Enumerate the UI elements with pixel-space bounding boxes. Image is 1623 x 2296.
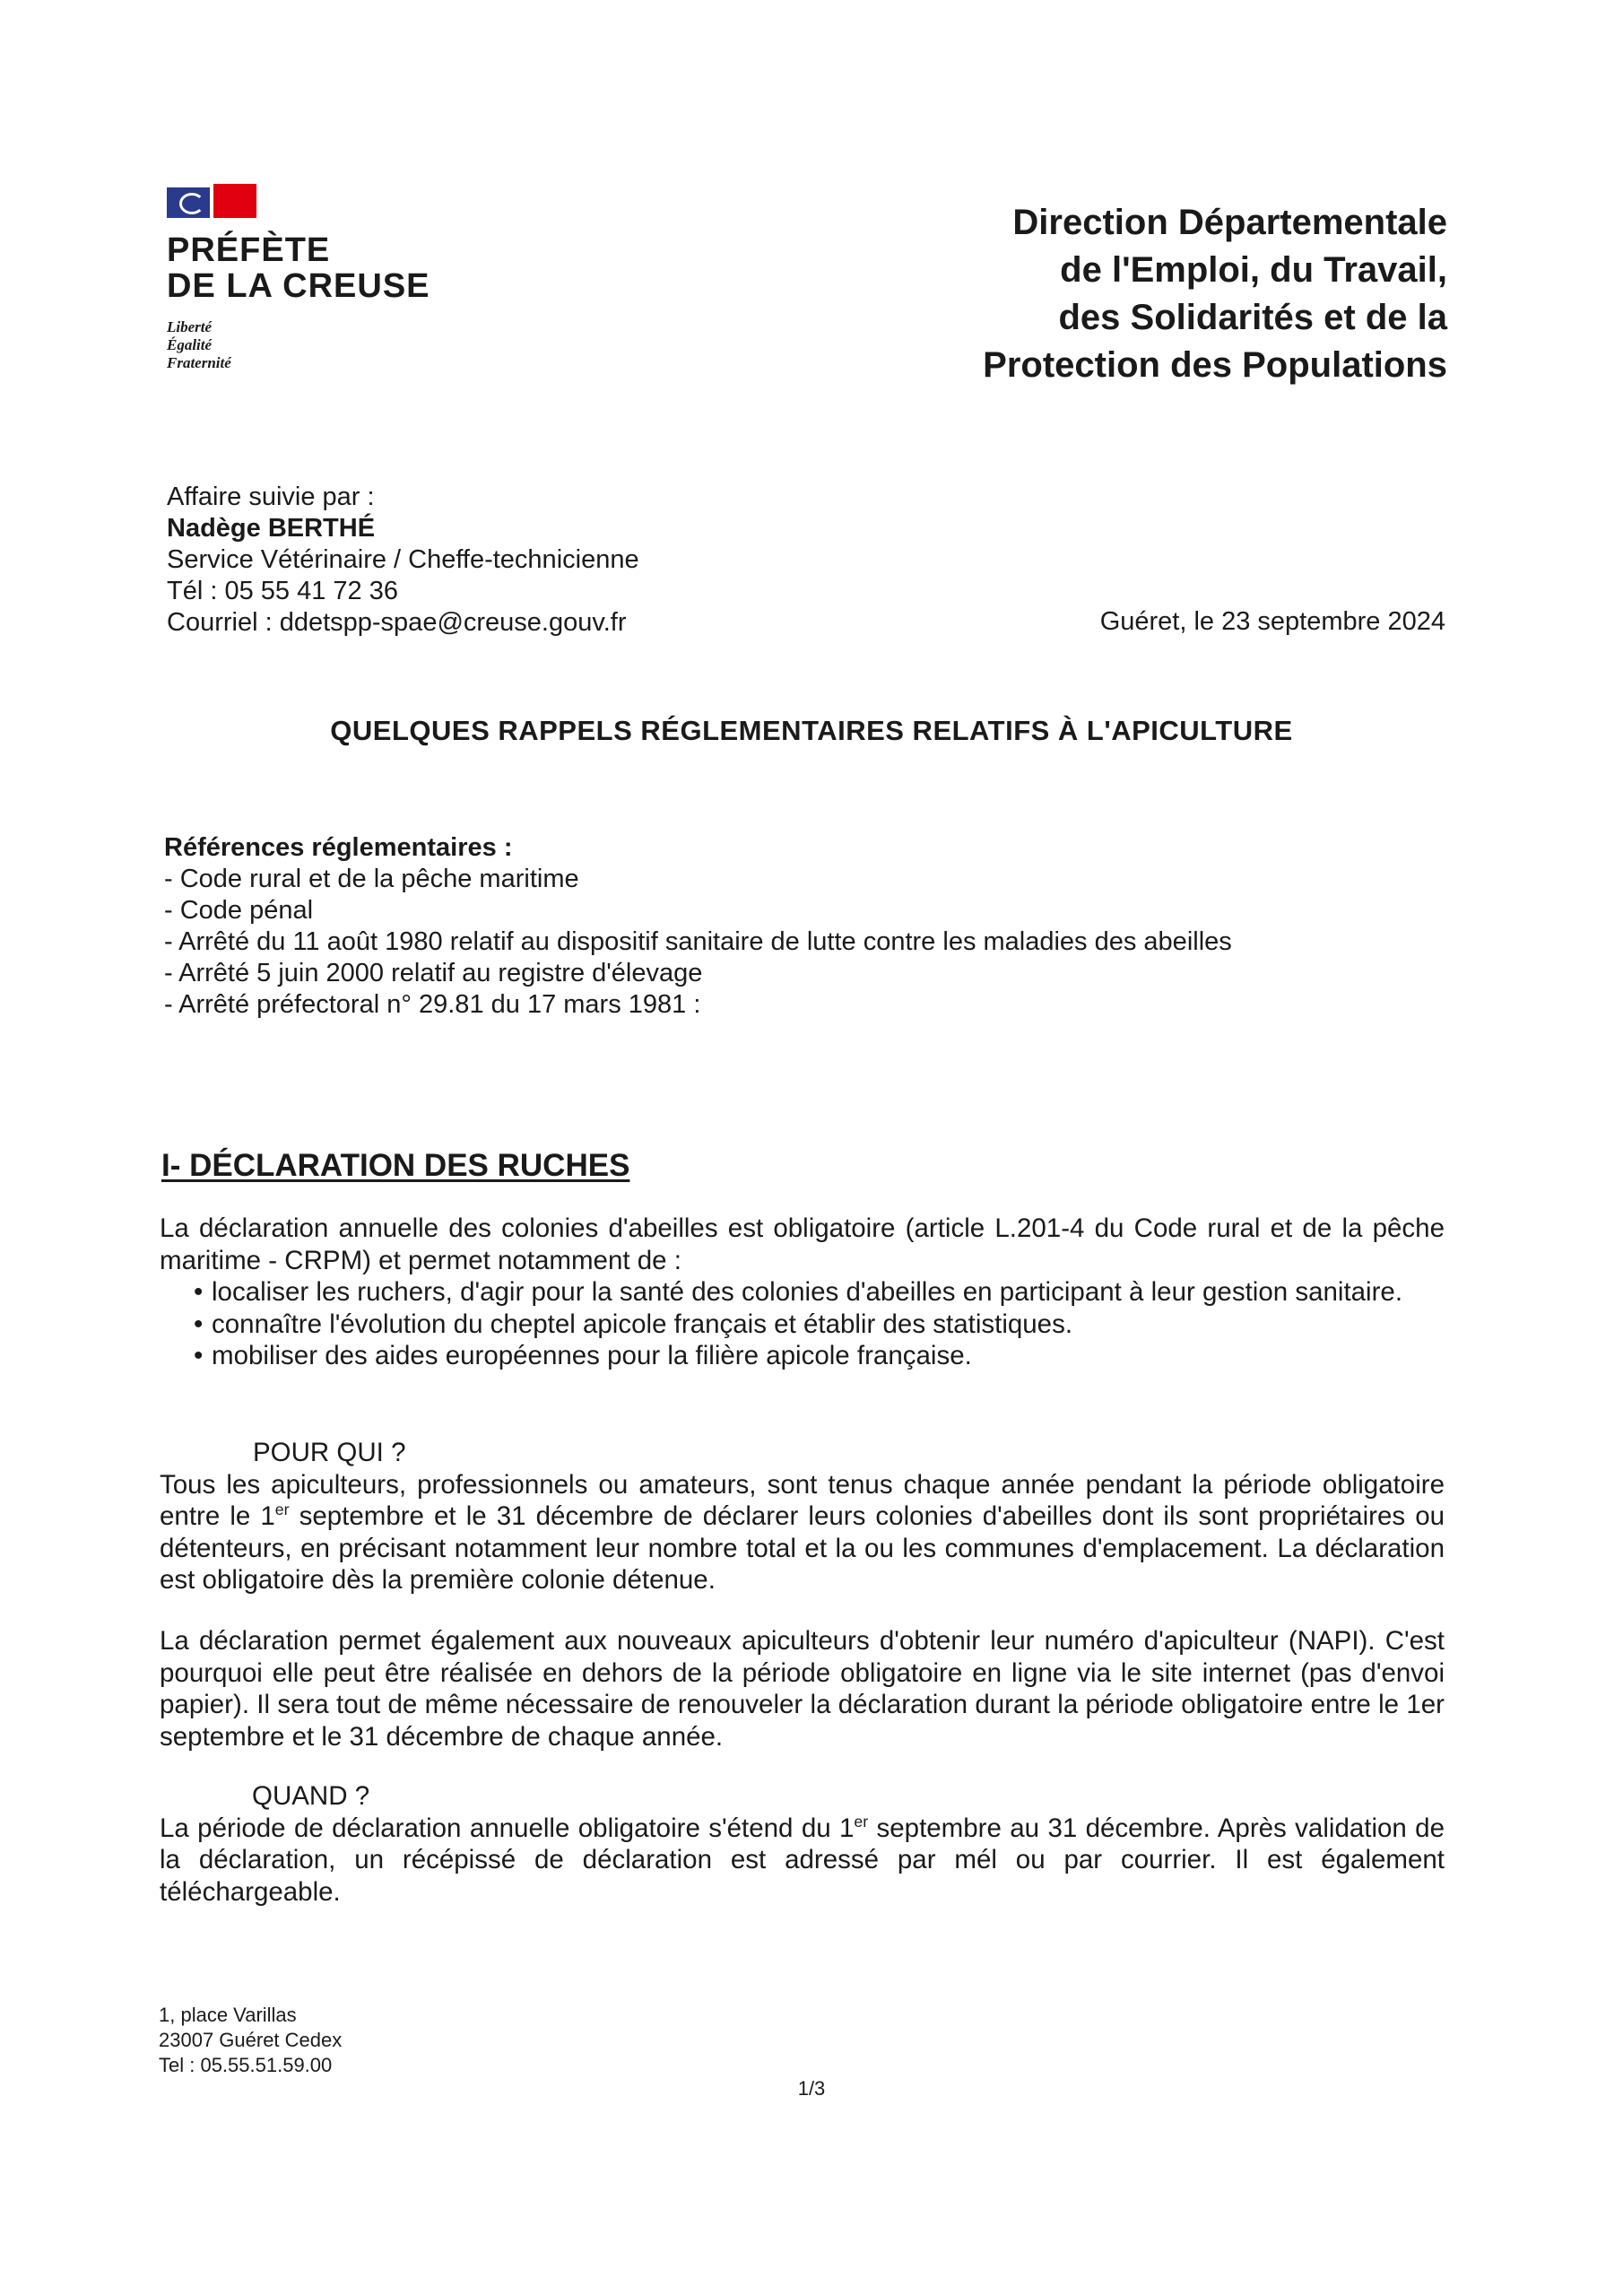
contact-phone: Tél : 05 55 41 72 36 [167, 577, 398, 605]
contact-block [167, 482, 639, 639]
reference-item: - Arrêté 5 juin 2000 relatif au registre d'élevage [164, 959, 703, 987]
direction-line-1: Direction Départementale [1012, 203, 1447, 242]
document-title: QUELQUES RAPPELS RÉGLEMENTAIRES RELATIFS À L'APICULTURE [330, 715, 1293, 746]
reference-item: - Code pénal [164, 896, 314, 925]
ordinal-sup: er [854, 1812, 869, 1831]
quand-heading: QUAND ? [252, 1781, 370, 1811]
pour-qui-text-b: septembre et le 31 décembre de déclarer leurs colonies d'abeilles dont ils sont propriétaires ou détenteurs, en précisant notamment leur nombre total et la ou les communes d'emplacement. La déclaration est obligatoire dès la première colonie détenue. [160, 1501, 1445, 1595]
motto-fraternite: Fraternité [167, 354, 231, 371]
contact-email: Courriel : ddetspp-spae@creuse.gouv.fr [167, 608, 627, 637]
section-intro-block [160, 1213, 1445, 1372]
page-number: 1/3 [797, 2077, 826, 2100]
ordinal-sup: er [274, 1500, 290, 1519]
direction-name [640, 199, 1447, 389]
list-item: • connaître l'évolution du cheptel apicole français et établir des statistiques. [194, 1309, 1445, 1341]
reference-item: - Arrêté préfectoral n° 29.81 du 17 mars 1981 : [164, 990, 701, 1019]
pour-qui-block [160, 1437, 1445, 1596]
quand-text-a: La période de déclaration annuelle obligatoire s'étend du 1 [160, 1813, 855, 1843]
prefecture-line-2: DE LA CREUSE [167, 267, 430, 305]
quand-block [160, 1780, 1445, 1908]
prefecture-line-1: PRÉFÈTE [167, 231, 331, 269]
list-item: • mobiliser des aides européennes pour la filière apicole française. [194, 1340, 1445, 1372]
references-block [164, 832, 1232, 1021]
section-intro: La déclaration annuelle des colonies d'abeilles est obligatoire (article L.201-4 du Code rural et de la pêche maritime - CRPM) et permet notamment de : [160, 1213, 1445, 1275]
references-heading: Références réglementaires : [164, 833, 513, 862]
contact-name: Nadège BERTHÉ [167, 514, 376, 543]
direction-line-3: des Solidarités et de la [1058, 298, 1447, 337]
direction-line-2: de l'Emploi, du Travail, [1060, 250, 1447, 290]
purpose-list [160, 1276, 1445, 1372]
pour-qui-text-a: Tous les apiculteurs, professionnels ou amateurs, sont tenus chaque année pendant la période obligatoire entre le 1 [160, 1469, 1445, 1531]
republic-motto [167, 318, 436, 372]
napi-paragraph: La déclaration permet également aux nouveaux apiculteurs d'obtenir leur numéro d'apiculteur (NAPI). C'est pourquoi elle peut être réalisée en dehors de la période obligatoire en ligne via le site internet (pas d'envoi papier). Il sera tout de même nécessaire de renouveler la déclaration durant la période obligatoire entre le 1er septembre et le 31 décembre de chaque année. [160, 1626, 1445, 1752]
contact-service: Service Vétérinaire / Cheffe-technicienne [167, 545, 639, 574]
reference-item: - Code rural et de la pêche maritime [164, 865, 579, 893]
section-title: I- DÉCLARATION DES RUCHES [161, 1148, 630, 1183]
footer-address-line-2: 23007 Guéret Cedex [159, 2029, 343, 2051]
quand-text-b: septembre au 31 décembre. Après validation de la déclaration, un récépissé de déclaration est adressé par mél ou par courrier. Il est également téléchargeable. [160, 1813, 1445, 1907]
followed-by-label: Affaire suivie par : [167, 483, 375, 511]
footer-address-line-1: 1, place Varillas [159, 2004, 297, 2026]
list-item: • localiser les ruchers, d'agir pour la santé des colonies d'abeilles en participant à leur gestion sanitaire. [194, 1276, 1445, 1309]
footer-address [159, 2003, 342, 2078]
prefecture-name [167, 232, 436, 304]
letter-date: Guéret, le 23 septembre 2024 [1099, 607, 1445, 636]
motto-egalite: Égalité [167, 336, 213, 353]
quand-text [160, 1813, 1445, 1909]
footer-phone: Tel : 05.55.51.59.00 [159, 2054, 333, 2076]
pour-qui-text [160, 1469, 1445, 1596]
prefecture-logo-block [167, 184, 436, 372]
reference-item: - Arrêté du 11 août 1980 relatif au dispositif sanitaire de lutte contre les maladies des abeilles [164, 927, 1232, 956]
direction-line-4: Protection des Populations [983, 345, 1447, 385]
pour-qui-heading: POUR QUI ? [253, 1438, 406, 1467]
marianne-flag-icon [167, 184, 256, 218]
motto-liberte: Liberté [167, 318, 213, 335]
